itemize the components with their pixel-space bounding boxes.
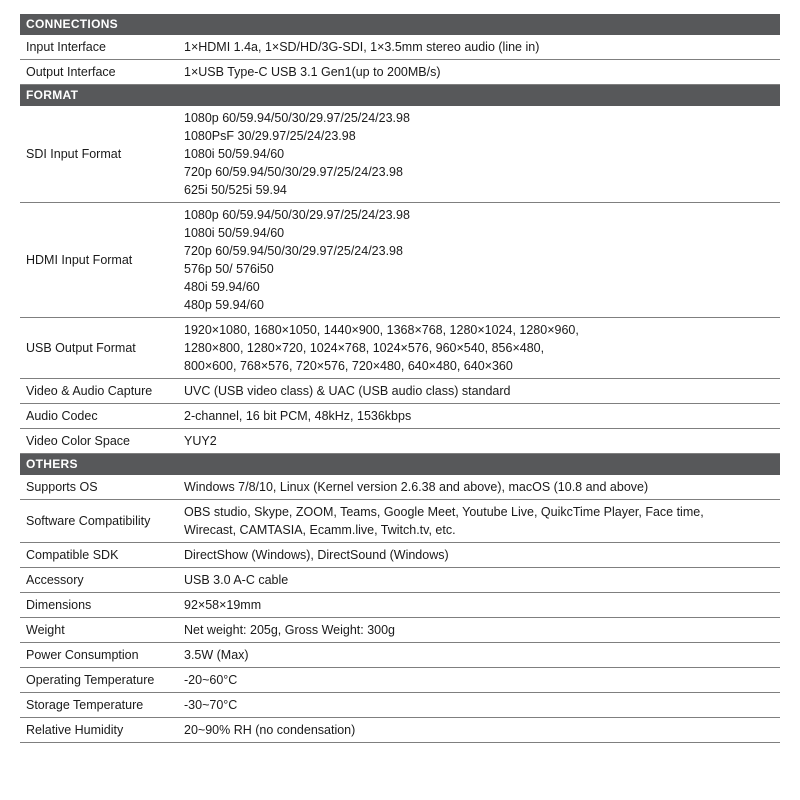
spec-row <box>20 718 780 743</box>
spec-row <box>20 106 780 203</box>
spec-value-line: 20~90% RH (no condensation) <box>184 723 356 737</box>
spec-value-line: 92×58×19mm <box>184 598 262 612</box>
spec-value <box>180 503 780 539</box>
spec-row <box>20 60 780 85</box>
spec-label: Accessory <box>26 573 84 587</box>
spec-table <box>20 14 780 743</box>
spec-value <box>180 478 780 496</box>
spec-value <box>180 571 780 589</box>
spec-value <box>180 321 780 375</box>
spec-label: Operating Temperature <box>26 673 155 687</box>
spec-row <box>20 693 780 718</box>
spec-value <box>180 38 780 56</box>
spec-value-line: UVC (USB video class) & UAC (USB audio class) standard <box>184 384 511 398</box>
spec-value <box>180 63 780 81</box>
spec-label: Software Compatibility <box>26 514 151 528</box>
spec-row <box>20 35 780 60</box>
spec-value-line: OBS studio, Skype, ZOOM, Teams, Google Meet, Youtube Live, QuikcTime Player, Face time, <box>184 505 704 519</box>
spec-value-line: 1×USB Type-C USB 3.1 Gen1(up to 200MB/s) <box>184 65 441 79</box>
spec-value-line: USB 3.0 A-C cable <box>184 573 289 587</box>
spec-row <box>20 404 780 429</box>
spec-value-line: Windows 7/8/10, Linux (Kernel version 2.6.38 and above), macOS (10.8 and above) <box>184 480 649 494</box>
spec-label: USB Output Format <box>26 341 136 355</box>
spec-value-line: 720p 60/59.94/50/30/29.97/25/24/23.98 <box>184 244 403 258</box>
spec-value <box>180 621 780 639</box>
spec-value <box>180 206 780 314</box>
spec-value-line: 800×600, 768×576, 720×576, 720×480, 640×480, 640×360 <box>184 359 513 373</box>
spec-value <box>180 546 780 564</box>
spec-row <box>20 318 780 379</box>
spec-value <box>180 432 780 450</box>
spec-row <box>20 568 780 593</box>
spec-value <box>180 407 780 425</box>
spec-value <box>180 596 780 614</box>
spec-label: HDMI Input Format <box>26 253 133 267</box>
spec-value <box>180 696 780 714</box>
spec-value <box>180 646 780 664</box>
spec-label: Dimensions <box>26 598 92 612</box>
spec-value-line: 1080i 50/59.94/60 <box>184 147 285 161</box>
spec-label: Power Consumption <box>26 648 139 662</box>
spec-row <box>20 203 780 318</box>
spec-value <box>180 109 780 199</box>
spec-value-line: YUY2 <box>184 434 217 448</box>
spec-value-line: 480i 59.94/60 <box>184 280 260 294</box>
spec-value-line: -20~60°C <box>184 673 238 687</box>
spec-row <box>20 475 780 500</box>
spec-value-line: 1080p 60/59.94/50/30/29.97/25/24/23.98 <box>184 208 410 222</box>
spec-value-line: 576p 50/ 576i50 <box>184 262 274 276</box>
spec-value-line: 2-channel, 16 bit PCM, 48kHz, 1536kbps <box>184 409 412 423</box>
section-title: OTHERS <box>26 457 78 471</box>
spec-label: SDI Input Format <box>26 147 122 161</box>
spec-row <box>20 543 780 568</box>
section-title: CONNECTIONS <box>26 17 118 31</box>
spec-value-line: Wirecast, CAMTASIA, Ecamm.live, Twitch.tv, etc. <box>184 523 456 537</box>
spec-value-line: 1080PsF 30/29.97/25/24/23.98 <box>184 129 356 143</box>
spec-value <box>180 721 780 739</box>
spec-label: Input Interface <box>26 40 106 54</box>
spec-label: Video & Audio Capture <box>26 384 153 398</box>
spec-value-line: 1280×800, 1280×720, 1024×768, 1024×576, 960×540, 856×480, <box>184 341 545 355</box>
spec-value-line: 1080i 50/59.94/60 <box>184 226 285 240</box>
spec-row <box>20 668 780 693</box>
spec-value-line: 625i 50/525i 59.94 <box>184 183 287 197</box>
spec-label: Supports OS <box>26 480 98 494</box>
spec-value-line: 480p 59.94/60 <box>184 298 264 312</box>
spec-value-line: 1920×1080, 1680×1050, 1440×900, 1368×768, 1280×1024, 1280×960, <box>184 323 579 337</box>
spec-row <box>20 379 780 404</box>
spec-row <box>20 618 780 643</box>
section-title: FORMAT <box>26 88 79 102</box>
section-header <box>20 454 780 475</box>
spec-label: Weight <box>26 623 65 637</box>
section-header <box>20 14 780 35</box>
spec-value <box>180 382 780 400</box>
spec-value-line: DirectShow (Windows), DirectSound (Windows) <box>184 548 449 562</box>
spec-label: Storage Temperature <box>26 698 144 712</box>
spec-value-line: -30~70°C <box>184 698 238 712</box>
spec-value-line: 1×HDMI 1.4a, 1×SD/HD/3G-SDI, 1×3.5mm stereo audio (line in) <box>184 40 540 54</box>
spec-value-line: 720p 60/59.94/50/30/29.97/25/24/23.98 <box>184 165 403 179</box>
spec-value-line: Net weight: 205g, Gross Weight: 300g <box>184 623 395 637</box>
spec-label: Video Color Space <box>26 434 131 448</box>
spec-value-line: 1080p 60/59.94/50/30/29.97/25/24/23.98 <box>184 111 410 125</box>
spec-label: Output Interface <box>26 65 116 79</box>
spec-label: Audio Codec <box>26 409 98 423</box>
spec-label: Relative Humidity <box>26 723 124 737</box>
spec-value <box>180 671 780 689</box>
spec-label: Compatible SDK <box>26 548 119 562</box>
spec-row <box>20 643 780 668</box>
spec-row <box>20 429 780 454</box>
spec-value-line: 3.5W (Max) <box>184 648 249 662</box>
section-header <box>20 85 780 106</box>
spec-row <box>20 500 780 543</box>
spec-row <box>20 593 780 618</box>
